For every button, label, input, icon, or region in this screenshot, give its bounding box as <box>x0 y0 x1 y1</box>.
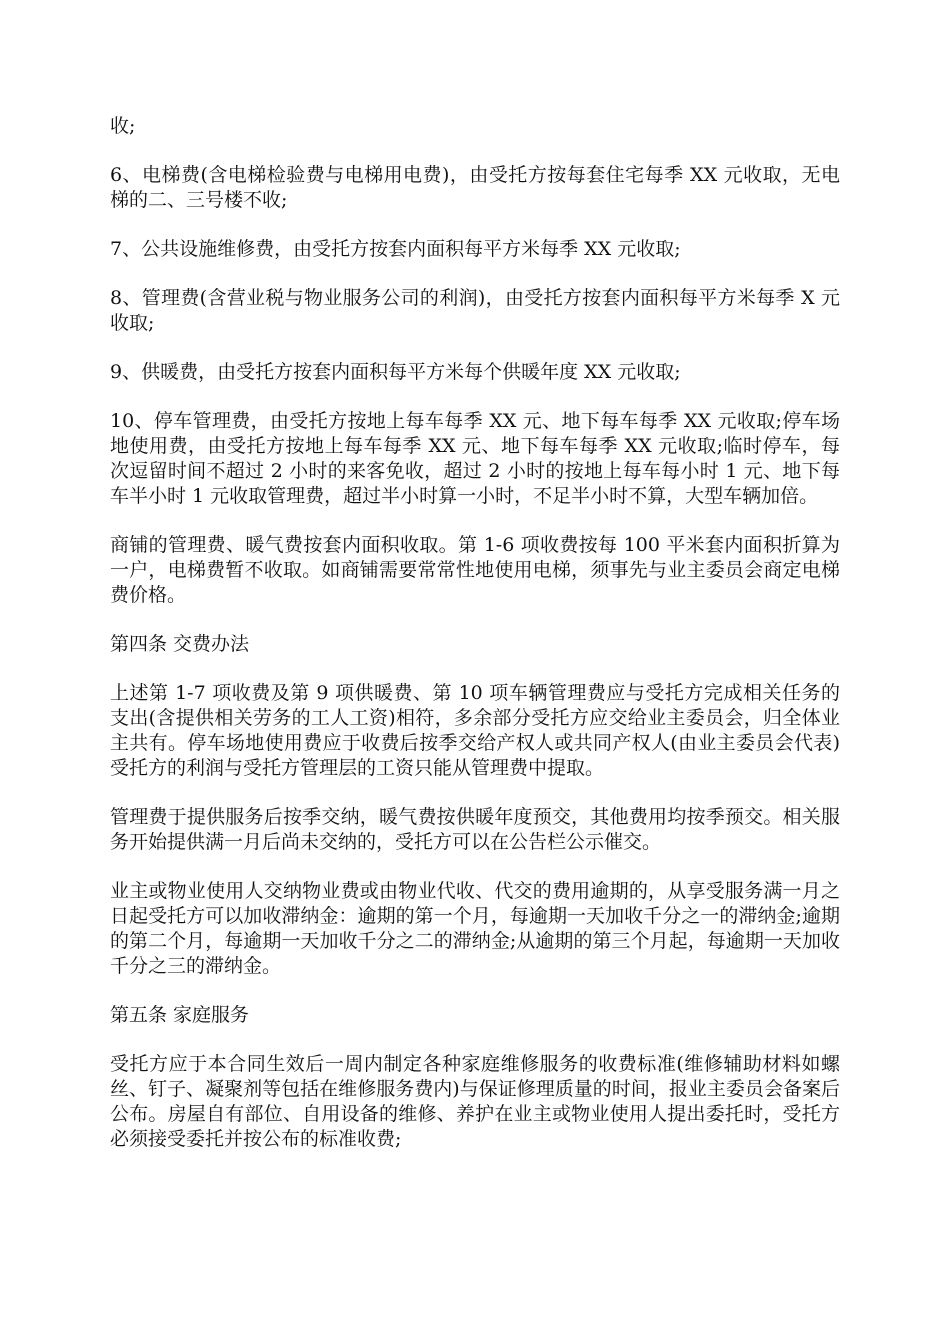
article-5-heading: 第五条 家庭服务 <box>110 1004 250 1026</box>
paragraph-continuation: 收; <box>110 115 136 137</box>
item-7-facility-maintenance-fee: 7、公共设施维修费，由受托方按套内面积每平方米每季 XX 元收取; <box>110 238 681 260</box>
item-9-heating-fee: 9、供暖费，由受托方按套内面积每平方米每个供暖年度 XX 元收取; <box>110 361 681 383</box>
article-4-heading: 第四条 交费办法 <box>110 633 250 655</box>
article-4-paragraph-2: 管理费于提供服务后按季交纳，暖气费按供暖年度预交，其他费用均按季预交。相关服务开始提供满一月后尚未交纳的，受托方可以在公告栏公示催交。 <box>110 806 840 853</box>
item-6-elevator-fee: 6、电梯费(含电梯检验费与电梯用电费)，由受托方按每套住宅每季 XX 元收取，无电梯的二、三号楼不收; <box>110 164 840 211</box>
item-8-management-fee: 8、管理费(含营业税与物业服务公司的利润)，由受托方按套内面积每平方米每季 X 元收取; <box>110 287 840 334</box>
article-4-paragraph-3: 业主或物业使用人交纳物业费或由物业代收、代交的费用逾期的，从享受服务满一月之日起受托方可以加收滞纳金：逾期的第一个月，每逾期一天加收千分之一的滞纳金;逾期的第二个月，每逾期一天加收千分之二的滞纳金;从逾期的第三个月起，每逾期一天加收千分之三的滞纳金。 <box>110 880 840 977</box>
article-5-paragraph-1: 受托方应于本合同生效后一周内制定各种家庭维修服务的收费标准(维修辅助材料如螺丝、钉子、凝聚剂等包括在维修服务费内)与保证修理质量的时间，报业主委员会备案后公布。房屋自有部位、自用设备的维修、养护在业主或物业使用人提出委托时，受托方必须接受委托并按公布的标准收费; <box>110 1053 840 1150</box>
article-4-paragraph-1: 上述第 1-7 项收费及第 9 项供暖费、第 10 项车辆管理费应与受托方完成相关任务的支出(含提供相关劳务的工人工资)相符，多余部分受托方应交给业主委员会，归全体业主共有。停车场地使用费应于收费后按季交给产权人或共同产权人(由业主委员会代表)受托方的利润与受托方管理层的工资只能从管理费中提取。 <box>110 682 840 779</box>
document-page <box>110 114 840 1176</box>
shop-fees-paragraph: 商铺的管理费、暖气费按套内面积收取。第 1-6 项收费按每 100 平米套内面积折算为一户，电梯费暂不收取。如商铺需要常常性地使用电梯，须事先与业主委员会商定电梯费价格。 <box>110 534 840 606</box>
item-10-parking-fee: 10、停车管理费，由受托方按地上每车每季 XX 元、地下每车每季 XX 元收取;停车场地使用费，由受托方按地上每车每季 XX 元、地下每车每季 XX 元收取;临时停车，每次逗留时间不超过 2 小时的来客免收，超过 2 小时的按地上每车每小时 1 元、地下每车半小时 1 元收取管理费，超过半小时算一小时，不足半小时不算，大型车辆加倍。 <box>110 410 841 507</box>
